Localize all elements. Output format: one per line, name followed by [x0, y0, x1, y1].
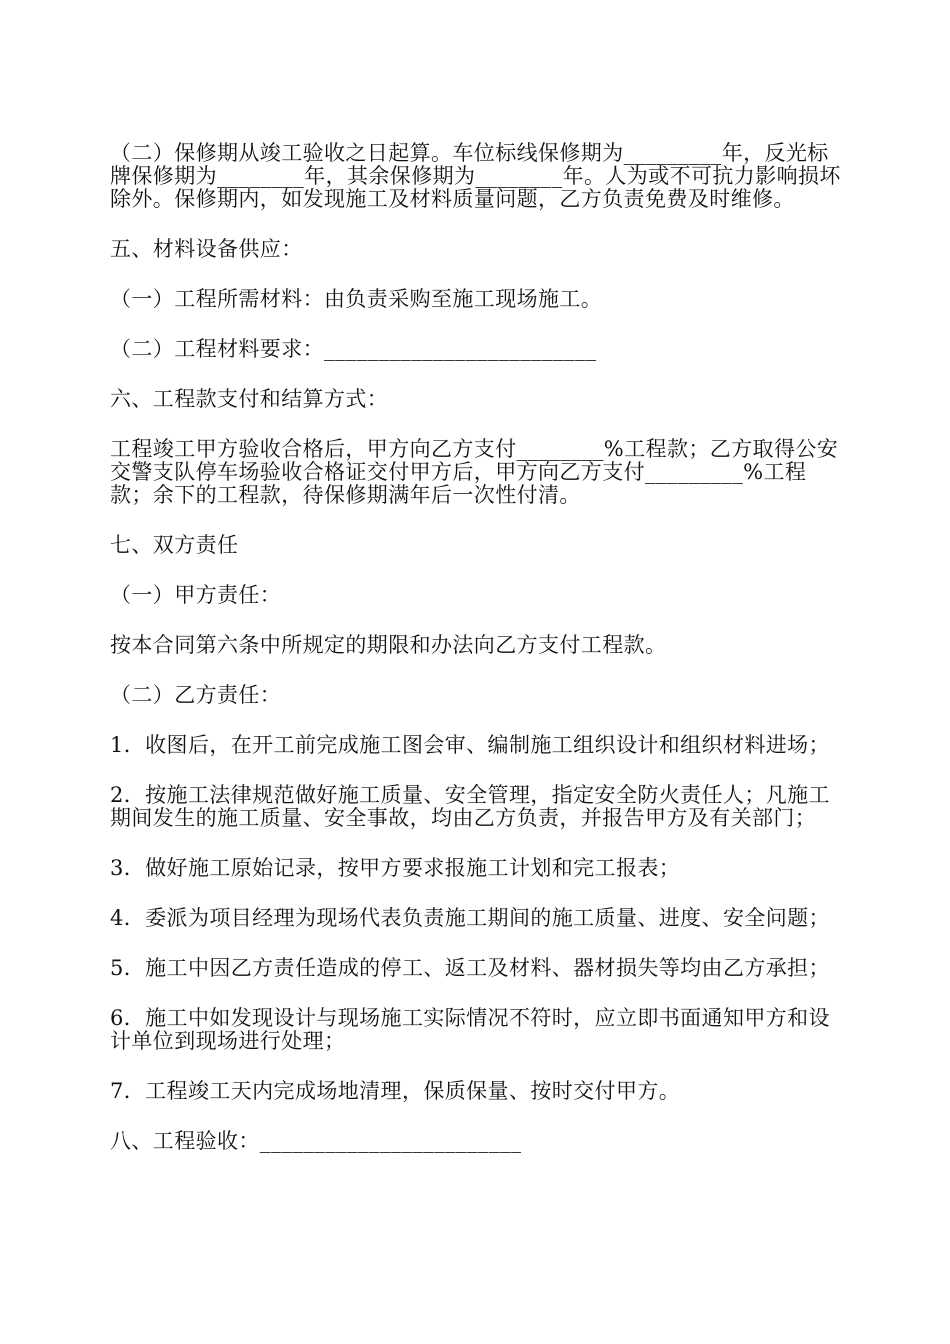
section-8-heading: 八、工程验收：________________________ — [110, 1129, 522, 1153]
materials-procurement-paragraph: （一）工程所需材料：由负责采购至施工现场施工。 — [110, 287, 603, 311]
party-b-item-2: 2．按施工法律规范做好施工质量、安全管理，指定安全防火责任人；凡施工期间发生的施工质量、安全事故，均由乙方负责，并报告甲方及有关部门； — [110, 783, 830, 830]
payment-terms-paragraph: 工程竣工甲方验收合格后，甲方向乙方支付________%工程款；乙方取得公安交警支队停车场验收合格证交付甲方后，甲方向乙方支付_________%工程款；余下的工程款，待保修期满年后一次性付清。 — [110, 437, 839, 507]
party-b-item-3: 3．做好施工原始记录，按甲方要求报施工计划和完工报表； — [110, 856, 681, 880]
document-page — [110, 142, 845, 1180]
party-b-item-6: 6．施工中如发现设计与现场施工实际情况不符时，应立即书面通知甲方和设计单位到现场进行处理； — [110, 1006, 830, 1053]
party-b-responsibility-heading: （二）乙方责任： — [110, 683, 282, 707]
section-7-heading: 七、双方责任 — [110, 533, 239, 557]
section-5-heading: 五、材料设备供应： — [110, 237, 303, 261]
materials-requirements-paragraph: （二）工程材料要求：_________________________ — [110, 337, 597, 361]
warranty-period-paragraph: （二）保修期从竣工验收之日起算。车位标线保修期为_________年，反光标牌保修期为________年，其余保修期为________年。人为或不可抗力影响损坏除外。保修期内，如发现施工及材料质量问题，乙方负责免费及时维修。 — [110, 141, 841, 211]
party-b-item-1: 1．收图后，在开工前完成施工图会审、编制施工组织设计和组织材料进场； — [110, 733, 830, 757]
party-a-responsibility-paragraph: 按本合同第六条中所规定的期限和办法向乙方支付工程款。 — [110, 633, 667, 657]
party-b-item-4: 4．委派为项目经理为现场代表负责施工期间的施工质量、进度、安全问题； — [110, 906, 830, 930]
section-6-heading: 六、工程款支付和结算方式： — [110, 387, 389, 411]
party-a-responsibility-heading: （一）甲方责任： — [110, 583, 282, 607]
party-b-item-5: 5．施工中因乙方责任造成的停工、返工及材料、器材损失等均由乙方承担； — [110, 956, 830, 980]
party-b-item-7: 7．工程竣工天内完成场地清理，保质保量、按时交付甲方。 — [110, 1079, 681, 1103]
